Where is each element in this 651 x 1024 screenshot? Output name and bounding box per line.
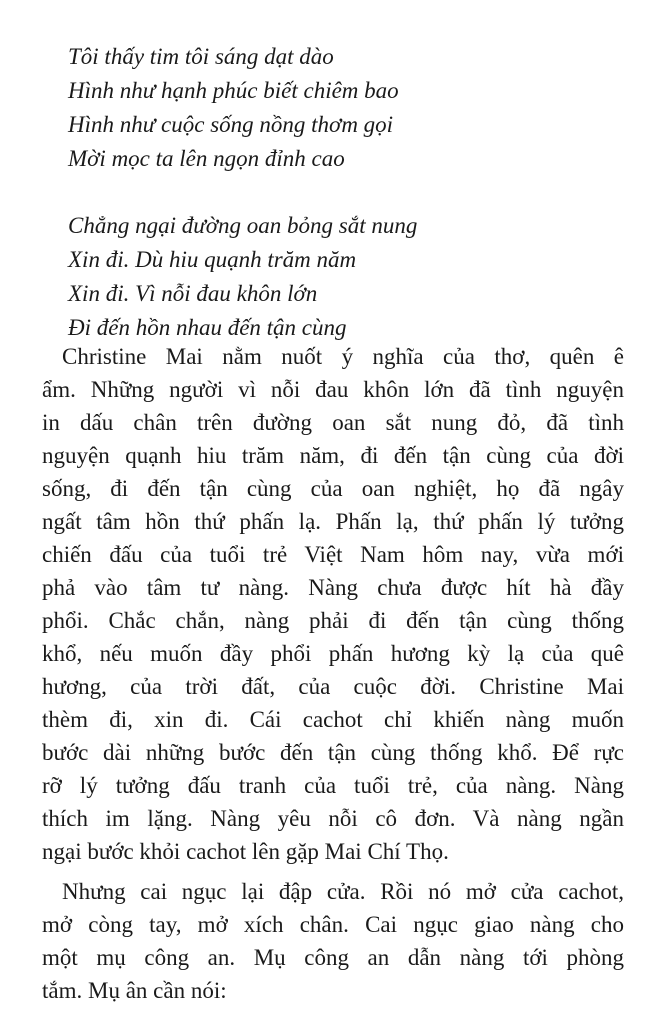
text-line: khổ, nếu muốn đầy phổi phấn hương kỳ lạ của quê [42,641,624,666]
text-line: thích im lặng. Nàng yêu nỗi cô đơn. Và nàng ngần [42,806,624,831]
text-line: ngại bước khỏi cachot lên gặp Mai Chí Thọ. [42,839,449,864]
text-line: phổi. Chắc chắn, nàng phải đi đến tận cùng thống [42,608,624,633]
text-line: ngất tâm hồn thứ phấn lạ. Phấn lạ, thứ phấn lý tưởng [42,509,624,534]
paragraph-2 [42,875,624,1007]
text-line: rỡ lý tưởng đấu tranh của tuổi trẻ, của nàng. Nàng [42,773,624,798]
text-line: Nhưng cai ngục lại đập cửa. Rồi nó mở cửa cachot, [62,879,624,904]
text-line: sống, đi đến tận cùng của oan nghiệt, họ đã ngây [42,476,624,501]
poem-line: Hình như hạnh phúc biết chiêm bao [68,78,399,103]
poem-line: Mời mọc ta lên ngọn đỉnh cao [68,146,345,171]
text-line: mở còng tay, mở xích chân. Cai ngục giao nàng cho [42,912,624,937]
text-line: chiến đấu của tuổi trẻ Việt Nam hôm nay, vừa mới [42,542,624,567]
text-line: nguyện quạnh hiu trăm năm, đi đến tận cùng của đời [42,443,624,468]
paragraph-1 [42,340,624,868]
text-line: ẩm. Những người vì nỗi đau khôn lớn đã tình nguyện [42,377,624,402]
poem-line: Đi đến hồn nhau đến tận cùng [68,315,347,340]
text-line: một mụ công an. Mụ công an dẫn nàng tới phòng [42,945,624,970]
poem-line: Chẳng ngại đường oan bỏng sắt nung [68,213,418,238]
text-line: in dấu chân trên đường oan sắt nung đỏ, đã tình [42,410,624,435]
text-line: tắm. Mụ ân cần nói: [42,978,227,1003]
poem-line: Xin đi. Vì nỗi đau khôn lớn [68,281,318,306]
poem [68,40,417,345]
text-line: bước dài những bước đến tận cùng thống khổ. Để rực [42,740,624,765]
poem-line: Hình như cuộc sống nồng thơm gọi [68,112,394,137]
text-line: hương, của trời đất, của cuộc đời. Christine Mai [42,674,624,699]
stanza-gap [68,176,417,209]
text-line: Christine Mai nằm nuốt ý nghĩa của thơ, quên ê [62,344,624,369]
text-line: thèm đi, xin đi. Cái cachot chỉ khiến nàng muốn [42,707,624,732]
poem-line: Xin đi. Dù hiu quạnh trăm năm [68,247,357,272]
poem-line: Tôi thấy tim tôi sáng dạt dào [68,44,334,69]
text-line: phả vào tâm tư nàng. Nàng chưa được hít hà đầy [42,575,624,600]
